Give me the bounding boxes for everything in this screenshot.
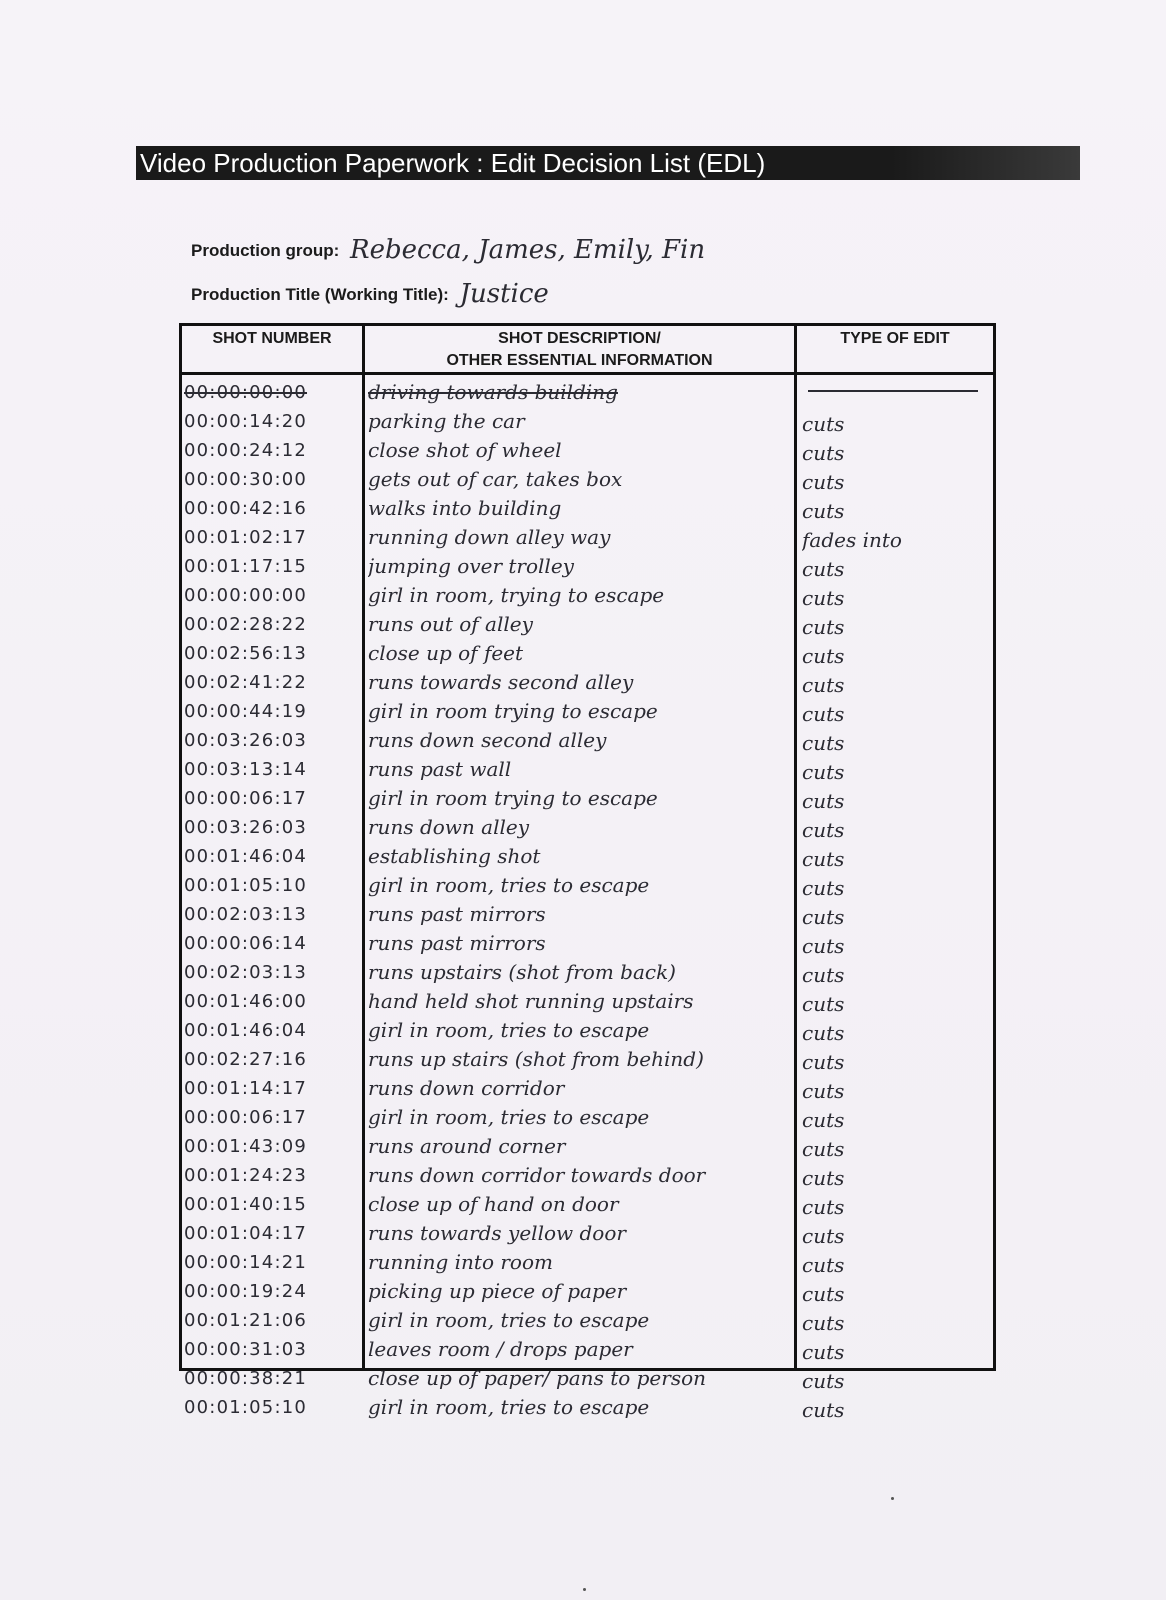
shot-timecode: 00:00:19:24 bbox=[184, 1281, 308, 1302]
table-row bbox=[182, 1074, 993, 1103]
production-group-row bbox=[191, 233, 705, 263]
shot-timecode: 00:00:00:00 bbox=[184, 382, 308, 403]
shot-description: runs around corner bbox=[368, 1134, 566, 1158]
shot-timecode: 00:02:03:13 bbox=[184, 962, 308, 983]
production-title-row bbox=[191, 277, 549, 307]
table-row bbox=[182, 1248, 993, 1277]
shot-description: close shot of wheel bbox=[368, 438, 562, 462]
table-row bbox=[182, 465, 993, 494]
edit-type: cuts bbox=[802, 1079, 845, 1103]
header-shot-description-line1: SHOT DESCRIPTION/ bbox=[498, 330, 661, 347]
table-row bbox=[182, 523, 993, 552]
shot-description: girl in room, tries to escape bbox=[368, 1105, 650, 1129]
shot-description: runs out of alley bbox=[368, 612, 533, 636]
table-row bbox=[182, 958, 993, 987]
shot-description: leaves room / drops paper bbox=[368, 1337, 633, 1361]
edit-type: cuts bbox=[802, 644, 845, 668]
table-row bbox=[182, 842, 993, 871]
header-type-of-edit bbox=[797, 326, 993, 372]
edit-type: cuts bbox=[802, 1398, 845, 1422]
production-title-value: Justice bbox=[459, 279, 549, 309]
edit-type: cuts bbox=[802, 702, 845, 726]
edit-type: cuts bbox=[802, 441, 845, 465]
edit-type: cuts bbox=[802, 992, 845, 1016]
shot-timecode: 00:03:26:03 bbox=[184, 817, 308, 838]
shot-description: runs down corridor bbox=[368, 1076, 565, 1100]
edit-type: cuts bbox=[802, 1311, 845, 1335]
shot-description: girl in room trying to escape bbox=[368, 699, 658, 723]
table-row bbox=[182, 1277, 993, 1306]
shot-description: girl in room, tries to escape bbox=[368, 1395, 650, 1419]
edit-type: cuts bbox=[802, 673, 845, 697]
edit-type: cuts bbox=[802, 818, 845, 842]
shot-timecode: 00:03:13:14 bbox=[184, 759, 308, 780]
shot-description: runs down alley bbox=[368, 815, 529, 839]
shot-description: driving towards building bbox=[368, 380, 618, 404]
edit-type: cuts bbox=[802, 905, 845, 929]
table-row bbox=[182, 1190, 993, 1219]
edit-type: cuts bbox=[802, 1340, 845, 1364]
edl-table bbox=[179, 323, 996, 1422]
table-row bbox=[182, 407, 993, 436]
shot-description: parking the car bbox=[368, 409, 525, 433]
edit-type: cuts bbox=[802, 963, 845, 987]
table-row bbox=[182, 900, 993, 929]
shot-timecode: 00:01:40:15 bbox=[184, 1194, 308, 1215]
table-row bbox=[182, 552, 993, 581]
shot-description: close up of feet bbox=[368, 641, 524, 665]
shot-timecode: 00:00:30:00 bbox=[184, 469, 308, 490]
table-row bbox=[182, 1393, 993, 1422]
shot-timecode: 00:01:14:17 bbox=[184, 1078, 308, 1099]
header-shot-number bbox=[182, 326, 362, 372]
header-shot-number-label: SHOT NUMBER bbox=[212, 330, 332, 347]
shot-description: runs past mirrors bbox=[368, 902, 546, 926]
shot-description: runs towards second alley bbox=[368, 670, 634, 694]
header-shot-description bbox=[365, 326, 794, 372]
shot-timecode: 00:01:05:10 bbox=[184, 875, 308, 896]
edit-type: cuts bbox=[802, 1108, 845, 1132]
table-row bbox=[182, 1306, 993, 1335]
table-row bbox=[182, 668, 993, 697]
shot-timecode: 00:00:14:20 bbox=[184, 411, 308, 432]
shot-description: runs down second alley bbox=[368, 728, 607, 752]
production-title-label: Production Title (Working Title): bbox=[191, 285, 449, 304]
shot-timecode: 00:00:24:12 bbox=[184, 440, 308, 461]
shot-description: girl in room, tries to escape bbox=[368, 1308, 650, 1332]
shot-timecode: 00:02:03:13 bbox=[184, 904, 308, 925]
edit-type: cuts bbox=[802, 470, 845, 494]
shot-description: runs past mirrors bbox=[368, 931, 546, 955]
shot-timecode: 00:02:28:22 bbox=[184, 614, 308, 635]
shot-timecode: 00:02:27:16 bbox=[184, 1049, 308, 1070]
table-row bbox=[182, 1219, 993, 1248]
shot-timecode: 00:00:06:17 bbox=[184, 788, 308, 809]
shot-description: running into room bbox=[368, 1250, 553, 1274]
shot-description: runs towards yellow door bbox=[368, 1221, 626, 1245]
shot-timecode: 00:02:41:22 bbox=[184, 672, 308, 693]
table-row bbox=[182, 639, 993, 668]
production-group-value: Rebecca, James, Emily, Fin bbox=[350, 235, 706, 265]
header-divider bbox=[182, 372, 993, 375]
shot-description: close up of hand on door bbox=[368, 1192, 619, 1216]
shot-timecode: 00:01:24:23 bbox=[184, 1165, 308, 1186]
table-row bbox=[182, 1161, 993, 1190]
stray-mark bbox=[583, 1588, 586, 1591]
shot-description: picking up piece of paper bbox=[368, 1279, 627, 1303]
edit-type-blank-line bbox=[808, 390, 978, 392]
header-type-of-edit-label: TYPE OF EDIT bbox=[840, 330, 950, 347]
edit-type: cuts bbox=[802, 1195, 845, 1219]
edit-type: cuts bbox=[802, 760, 845, 784]
shot-timecode: 00:01:43:09 bbox=[184, 1136, 308, 1157]
shot-timecode: 00:01:46:04 bbox=[184, 846, 308, 867]
shot-timecode: 00:01:21:06 bbox=[184, 1310, 308, 1331]
table-row bbox=[182, 871, 993, 900]
table-row bbox=[182, 581, 993, 610]
shot-timecode: 00:00:42:16 bbox=[184, 498, 308, 519]
edit-type: cuts bbox=[802, 1369, 845, 1393]
edit-type: cuts bbox=[802, 1050, 845, 1074]
shot-description: close up of paper/ pans to person bbox=[368, 1366, 707, 1390]
production-group-label: Production group: bbox=[191, 241, 340, 260]
edit-type: cuts bbox=[802, 1137, 845, 1161]
table-row bbox=[182, 726, 993, 755]
shot-description: girl in room, trying to escape bbox=[368, 583, 665, 607]
shot-timecode: 00:00:06:14 bbox=[184, 933, 308, 954]
shot-timecode: 00:00:14:21 bbox=[184, 1252, 308, 1273]
shot-timecode: 00:00:00:00 bbox=[184, 585, 308, 606]
shot-timecode: 00:02:56:13 bbox=[184, 643, 308, 664]
shot-timecode: 00:01:02:17 bbox=[184, 527, 308, 548]
edit-type: cuts bbox=[802, 731, 845, 755]
edit-type: cuts bbox=[802, 615, 845, 639]
edit-type: cuts bbox=[802, 1021, 845, 1045]
edit-type: cuts bbox=[802, 1282, 845, 1306]
shot-timecode: 00:01:04:17 bbox=[184, 1223, 308, 1244]
shot-timecode: 00:00:44:19 bbox=[184, 701, 308, 722]
shot-description: establishing shot bbox=[368, 844, 541, 868]
shot-description: hand held shot running upstairs bbox=[368, 989, 694, 1013]
shot-description: girl in room, tries to escape bbox=[368, 873, 650, 897]
shot-description: runs upstairs (shot from back) bbox=[368, 960, 676, 984]
edit-type: cuts bbox=[802, 1224, 845, 1248]
edit-type: fades into bbox=[802, 528, 902, 552]
table-row bbox=[182, 1103, 993, 1132]
table-row bbox=[182, 929, 993, 958]
shot-description: runs down corridor towards door bbox=[368, 1163, 706, 1187]
shot-description: runs past wall bbox=[368, 757, 512, 781]
table-row bbox=[182, 378, 993, 407]
edit-type: cuts bbox=[802, 934, 845, 958]
shot-timecode: 00:01:46:04 bbox=[184, 1020, 308, 1041]
shot-timecode: 00:00:38:21 bbox=[184, 1368, 308, 1389]
table-row bbox=[182, 1132, 993, 1161]
shot-timecode: 00:03:26:03 bbox=[184, 730, 308, 751]
edit-type: cuts bbox=[802, 876, 845, 900]
edit-type: cuts bbox=[802, 847, 845, 871]
shot-description: jumping over trolley bbox=[368, 554, 574, 578]
edit-type: cuts bbox=[802, 557, 845, 581]
shot-timecode: 00:01:17:15 bbox=[184, 556, 308, 577]
table-row bbox=[182, 1335, 993, 1364]
stray-mark bbox=[891, 1497, 894, 1500]
shot-timecode: 00:00:06:17 bbox=[184, 1107, 308, 1128]
table-row bbox=[182, 784, 993, 813]
table-row bbox=[182, 987, 993, 1016]
shot-timecode: 00:01:46:00 bbox=[184, 991, 308, 1012]
shot-description: girl in room trying to escape bbox=[368, 786, 658, 810]
shot-description: girl in room, tries to escape bbox=[368, 1018, 650, 1042]
document-title: Video Production Paperwork : Edit Decision List (EDL) bbox=[136, 146, 1080, 180]
table-row bbox=[182, 436, 993, 465]
shot-description: runs up stairs (shot from behind) bbox=[368, 1047, 704, 1071]
shot-timecode: 00:01:05:10 bbox=[184, 1397, 308, 1418]
table-row bbox=[182, 813, 993, 842]
edit-type: cuts bbox=[802, 1166, 845, 1190]
table-row bbox=[182, 1364, 993, 1393]
header-shot-description-line2: OTHER ESSENTIAL INFORMATION bbox=[446, 352, 713, 369]
table-row bbox=[182, 1045, 993, 1074]
edit-type: cuts bbox=[802, 412, 845, 436]
shot-description: gets out of car, takes box bbox=[368, 467, 623, 491]
shot-timecode: 00:00:31:03 bbox=[184, 1339, 308, 1360]
table-row bbox=[182, 1016, 993, 1045]
table-row bbox=[182, 755, 993, 784]
edit-type: cuts bbox=[802, 789, 845, 813]
edit-type: cuts bbox=[802, 1253, 845, 1277]
table-row bbox=[182, 697, 993, 726]
edit-type: cuts bbox=[802, 586, 845, 610]
table-row bbox=[182, 610, 993, 639]
edit-type: cuts bbox=[802, 499, 845, 523]
shot-description: running down alley way bbox=[368, 525, 611, 549]
table-row bbox=[182, 494, 993, 523]
shot-description: walks into building bbox=[368, 496, 562, 520]
